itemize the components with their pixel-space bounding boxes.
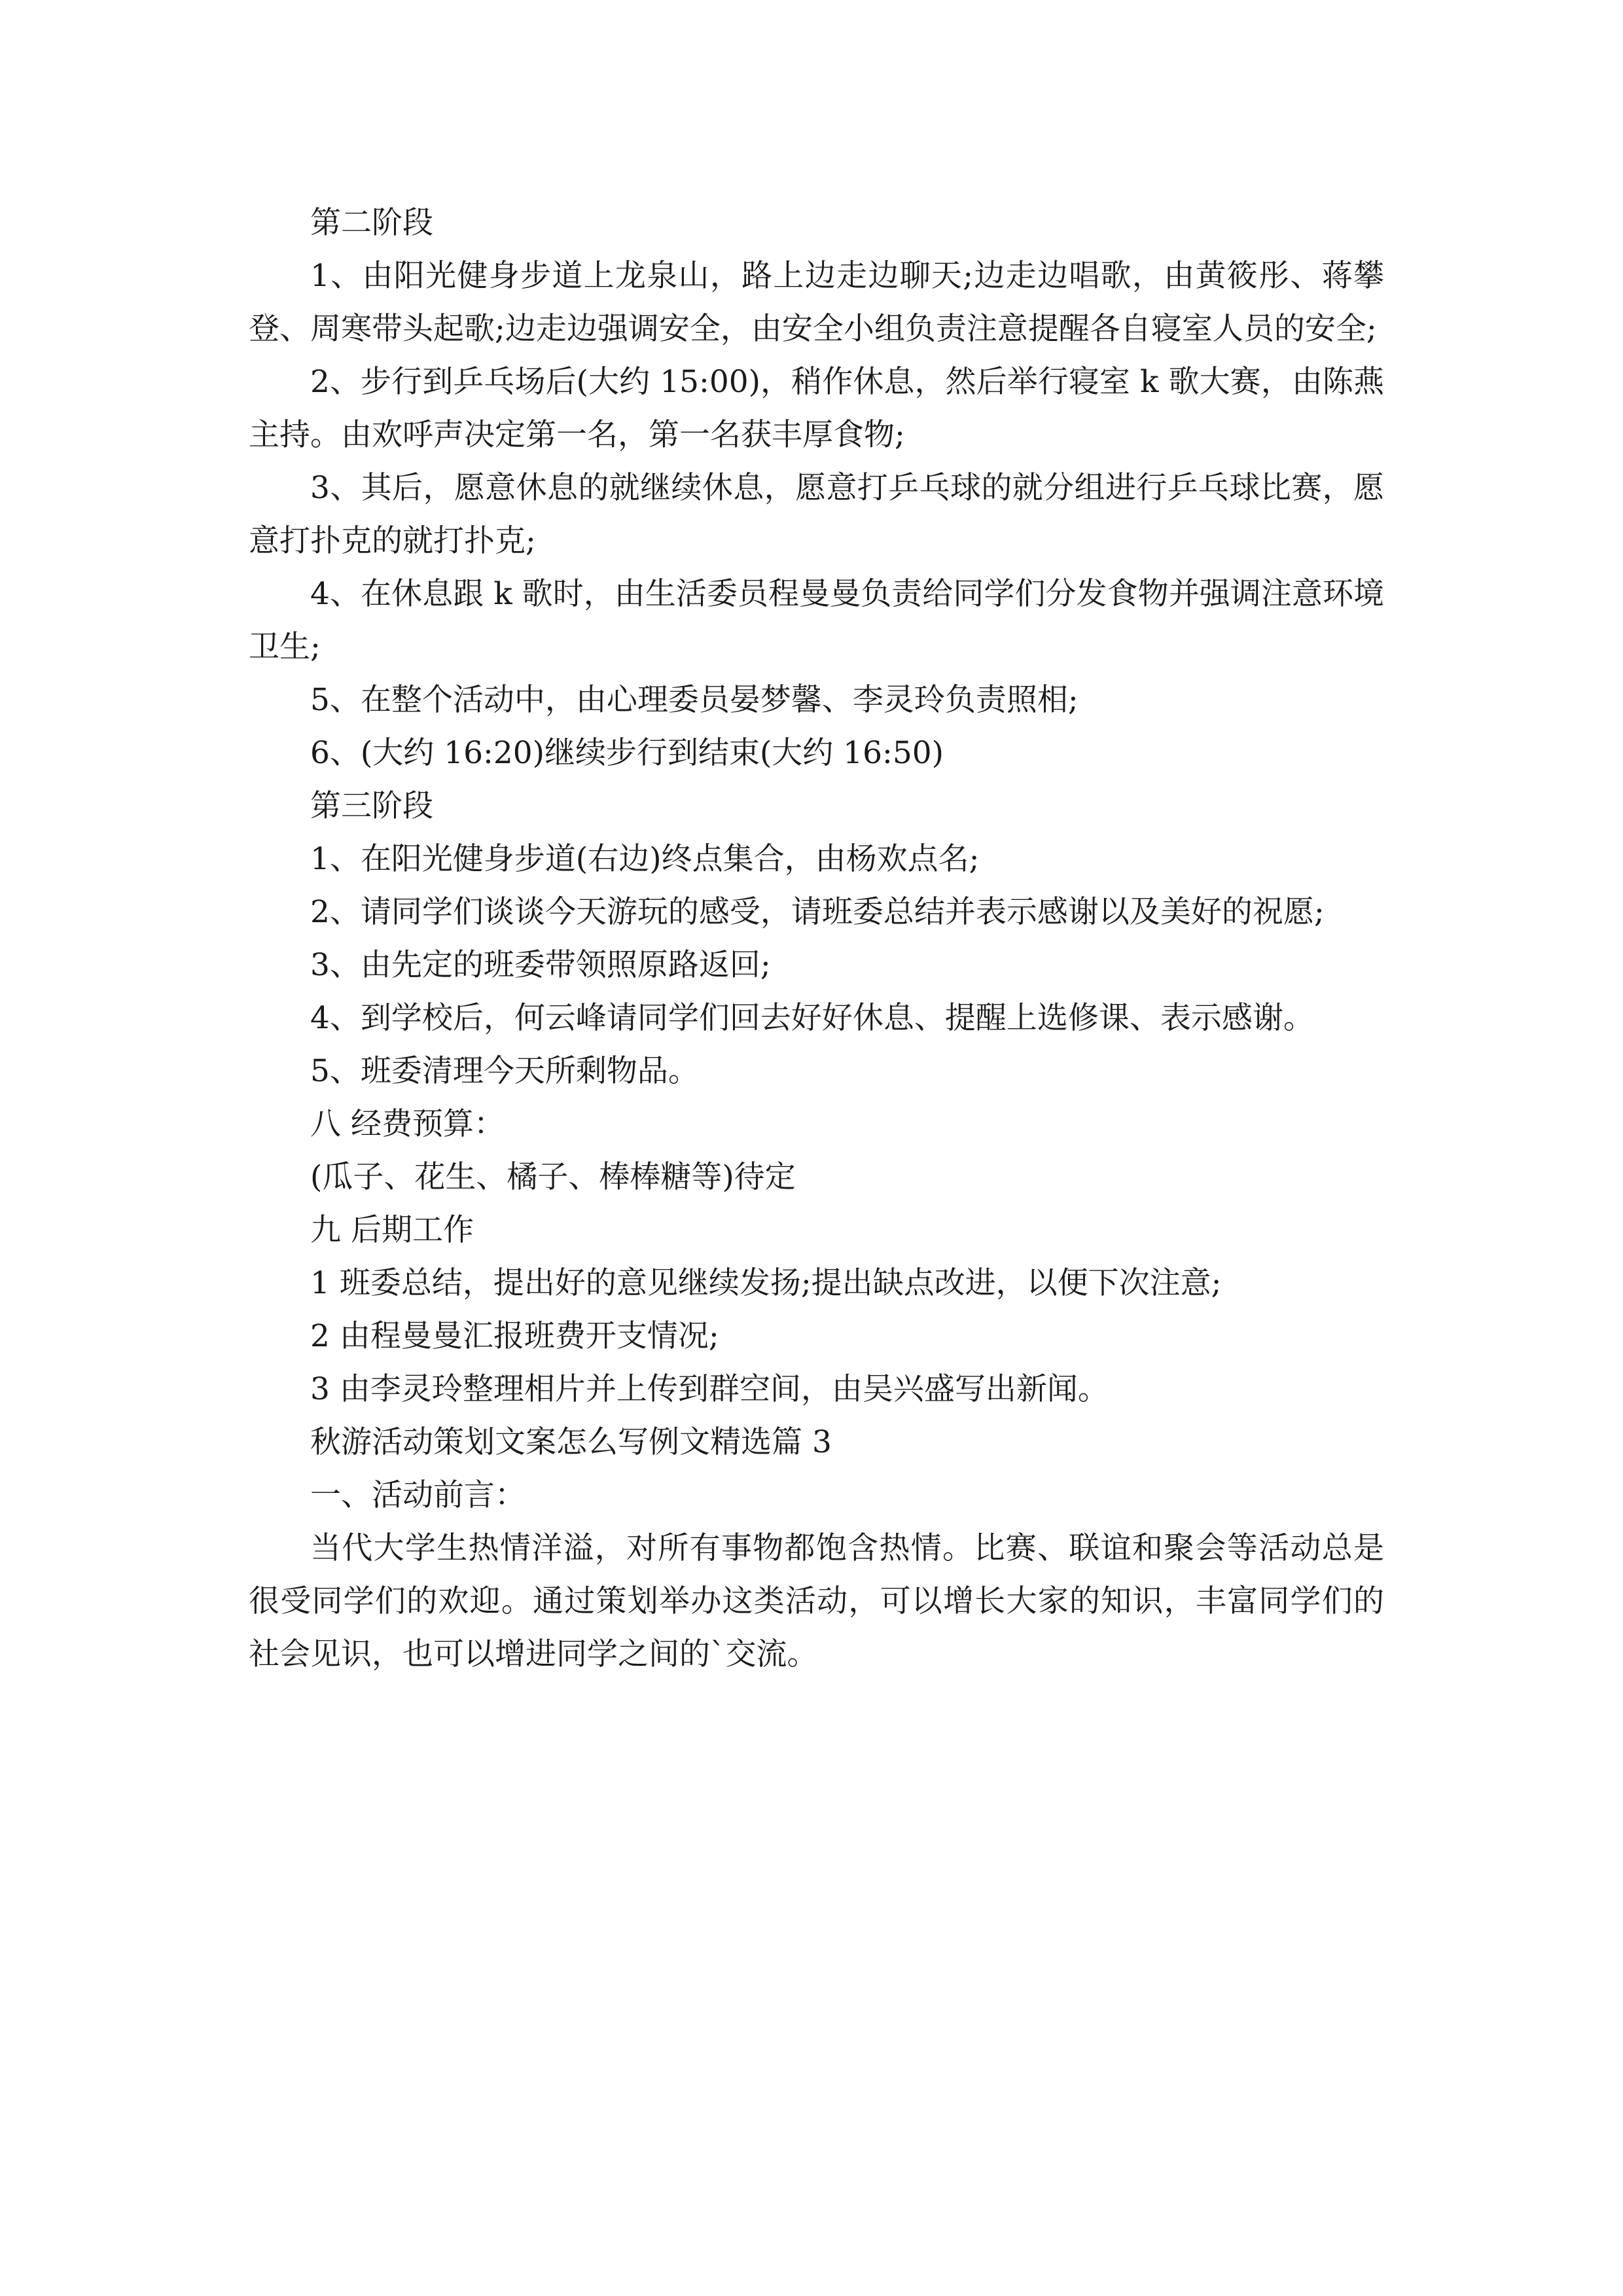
paragraph-stage-three-item-4: 4、到学校后，何云峰请同学们回去好好休息、提醒上选修课、表示感谢。	[310, 1000, 1314, 1036]
paragraph-follow-up-item-2: 2 由程曼曼汇报班费开支情况;	[310, 1318, 719, 1354]
paragraph-follow-up-item-3: 3 由李灵玲整理相片并上传到群空间，由吴兴盛写出新闻。	[310, 1371, 1109, 1407]
paragraph-stage-three-item-1: 1、在阳光健身步道(右边)终点集合，由杨欢点名;	[310, 841, 980, 877]
heading-budget: 八 经费预算：	[310, 1106, 505, 1142]
paragraph-stage-three-item-5: 5、班委清理今天所剩物品。	[310, 1053, 699, 1089]
heading-stage-two: 第二阶段	[310, 205, 433, 241]
paragraph-stage-two-item-1: 1、由阳光健身步道上龙泉山，路上边走边聊天;边走边唱歌，由黄筱彤、蒋攀登、周寒带头起歌;边走边强调安全，由安全小组负责注意提醒各自寝室人员的安全;	[249, 258, 1384, 347]
paragraph-stage-three-item-2: 2、请同学们谈谈今天游玩的感受，请班委总结并表示感谢以及美好的祝愿;	[310, 894, 1325, 930]
paragraph-stage-two-item-4: 4、在休息跟 k 歌时，由生活委员程曼曼负责给同学们分发食物并强调注意环境卫生;	[249, 576, 1384, 665]
paragraph-stage-three-item-3: 3、由先定的班委带领照原路返回;	[310, 947, 771, 983]
paragraph-follow-up-item-1: 1 班委总结，提出好的意见继续发扬;提出缺点改进，以便下次注意;	[310, 1265, 1222, 1301]
heading-follow-up: 九 后期工作	[310, 1212, 474, 1248]
heading-article-3: 秋游活动策划文案怎么写例文精选篇 3	[310, 1424, 832, 1460]
paragraph-stage-two-item-2: 2、步行到乒乓场后(大约 15:00)，稍作休息，然后举行寝室 k 歌大赛，由陈燕主持。由欢呼声决定第一名，第一名获丰厚食物;	[249, 364, 1384, 453]
paragraph-stage-two-item-3: 3、其后，愿意休息的就继续休息，愿意打乒乓球的就分组进行乒乓球比赛，愿意打扑克的就打扑克;	[249, 470, 1384, 559]
heading-stage-three: 第三阶段	[310, 788, 433, 824]
paragraph-stage-two-item-6: 6、(大约 16:20)继续步行到结束(大约 16:50)	[310, 735, 944, 771]
paragraph-activity-preface: 当代大学生热情洋溢，对所有事物都饱含热情。比赛、联谊和聚会等活动总是很受同学们的欢迎。通过策划举办这类活动，可以增长大家的知识，丰富同学们的社会见识，也可以增进同学之间的`交流。	[249, 1530, 1384, 1672]
paragraph-budget-detail: (瓜子、花生、橘子、棒棒糖等)待定	[310, 1159, 796, 1195]
paragraph-stage-two-item-5: 5、在整个活动中，由心理委员晏梦馨、李灵玲负责照相;	[310, 682, 1079, 718]
document-body	[249, 196, 1384, 1681]
heading-activity-preface: 一、活动前言：	[310, 1477, 526, 1513]
